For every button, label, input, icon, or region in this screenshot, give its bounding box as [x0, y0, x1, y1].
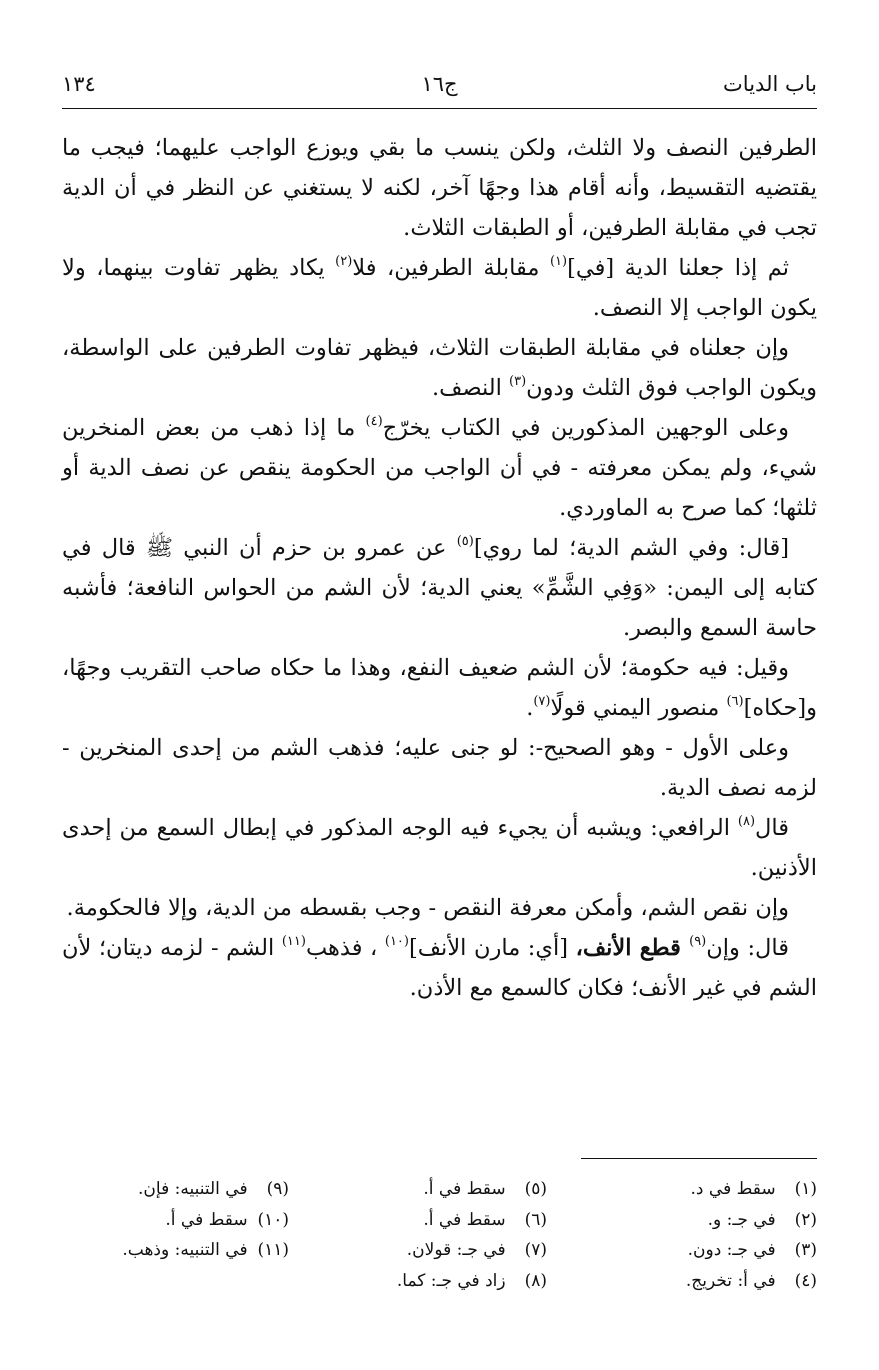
footnote-text: في جـ: و. — [707, 1209, 776, 1230]
footnote-number: (١٠) — [257, 1209, 289, 1230]
text-run: يكاد يظهر تفاوت بينهما، ولا يكون الواجب إلا النصف. — [62, 255, 817, 321]
footnote-text: سقط في أ. — [423, 1209, 506, 1230]
footnote-column — [577, 1174, 817, 1296]
footnote-ref: (٢) — [335, 254, 353, 269]
footnote-text: سقط في أ. — [423, 1179, 506, 1199]
header-rule — [62, 108, 817, 109]
main-text — [62, 128, 817, 1008]
footnote-column — [59, 1174, 289, 1266]
footnote-ref: (٨) — [737, 814, 756, 829]
footnote-rule — [581, 1158, 817, 1159]
paragraph-text: الطرفين النصف ولا الثلث، ولكن ينسب ما بقي ويوزع الواجب عليهما؛ فيجب ما يقتضيه التقسيط، وأنه أقام هذا وجهًا آخر، لكنه لا يستغني عن النظر في أن الدية تجب في مقابلة الطرفين، أو الطبقات الثلاث. — [62, 135, 817, 241]
text-run: الرافعي: ويشبه أن يجيء فيه الوجه المذكور في إبطال السمع من إحدى الأذنين. — [62, 815, 817, 881]
footnote — [59, 1174, 289, 1205]
footnote-number: (١١) — [257, 1240, 289, 1260]
paragraph — [62, 928, 817, 1008]
footnote-number: (٤) — [794, 1270, 817, 1291]
footnote-number: (٦) — [524, 1209, 547, 1230]
footnote-number: (٥) — [524, 1179, 547, 1199]
footnote-ref: (١٠) — [384, 934, 409, 949]
footnote-column — [317, 1174, 547, 1296]
footnote — [317, 1266, 547, 1297]
paragraph — [62, 328, 817, 408]
footnote-ref: (٦) — [726, 694, 744, 709]
footnote — [59, 1235, 289, 1266]
text-run: ثم إذا جعلنا الدية [في] — [567, 255, 789, 281]
paragraph — [62, 408, 817, 528]
text-run: منصور اليمني قولًا — [550, 695, 727, 721]
footnote — [577, 1205, 817, 1236]
text-run: ما إذا ذهب من بعض المنخرين شيء، ولم يمكن معرفته - في أن الواجب من الحكومة ينقص عن نصف الدية أو ثلثها؛ كما صرح به الماوردي. — [62, 415, 817, 521]
text-run: . — [526, 695, 534, 721]
bold-phrase: قطع الأنف، — [575, 935, 690, 961]
text-run: الشم - لزمه ديتان؛ لأن الشم في غير الأنف؛ فكان كالسمع مع الأذن. — [62, 935, 817, 1001]
footnote — [317, 1174, 547, 1205]
paragraph — [62, 248, 817, 328]
footnote — [317, 1235, 547, 1266]
footnote-ref: (٥) — [456, 534, 474, 549]
paragraph — [62, 888, 817, 928]
footnote-ref: (٧) — [533, 694, 551, 709]
footnote-text: في التنبيه: وذهب. — [122, 1240, 248, 1260]
text-run: ، فذهب — [305, 935, 385, 961]
text-run: وقيل: فيه حكومة؛ لأن الشم ضعيف النفع، وهذا ما حكاه صاحب التقريب وجهًا، و[حكاه] — [62, 655, 817, 721]
page-number: ١٣٤ — [62, 72, 96, 96]
footnote — [577, 1266, 817, 1297]
text-run: وعلى الوجهين المذكورين في الكتاب يخرّج — [382, 415, 789, 441]
footnote-ref: (٩) — [689, 934, 707, 949]
footnote-text: سقط في أ. — [165, 1209, 248, 1230]
footnote-number: (٧) — [524, 1240, 547, 1260]
paragraph — [62, 528, 817, 648]
paragraph — [62, 808, 817, 888]
footnote-text: زاد في جـ: كما. — [396, 1270, 506, 1291]
footnote-text: في التنبيه: فإن. — [138, 1179, 248, 1199]
footnote — [317, 1205, 547, 1236]
volume-label: ج١٦ — [421, 72, 458, 96]
footnote-text: سقط في د. — [690, 1179, 776, 1199]
footnote-number: (٨) — [524, 1270, 547, 1291]
paragraph-text: وعلى الأول - وهو الصحيح-: لو جنى عليه؛ فذهب الشم من إحدى المنخرين - لزمه نصف الدية. — [62, 735, 817, 801]
footnote-text: في جـ: دون. — [687, 1240, 776, 1260]
footnote-ref: (٤) — [365, 414, 383, 429]
footnote-ref: (١) — [549, 254, 568, 269]
text-run: مقابلة الطرفين، فلا — [352, 255, 550, 281]
chapter-title: باب الديات — [723, 72, 817, 96]
text-run: قال — [755, 815, 789, 841]
text-run: [أي: مارن الأنف] — [408, 935, 576, 961]
footnote-number: (٩) — [266, 1179, 289, 1199]
footnote-ref: (٣) — [509, 374, 527, 389]
text-run: [قال: وفي الشم الدية؛ لما روي] — [473, 535, 789, 561]
paragraph — [62, 648, 817, 728]
footnote — [59, 1205, 289, 1236]
text-run: النصف. — [432, 375, 510, 401]
text-run: وإن جعلناه في مقابلة الطبقات الثلاث، فيظهر تفاوت الطرفين على الواسطة، ويكون الواجب فوق الثلث ودون — [62, 335, 817, 401]
footnote — [577, 1235, 817, 1266]
page-header — [62, 72, 817, 106]
footnote — [577, 1174, 817, 1205]
footnote-number: (٢) — [794, 1209, 817, 1230]
footnote-text: في أ: تخريج. — [685, 1270, 776, 1291]
paragraph-text: وإن نقص الشم، وأمكن معرفة النقص - وجب بقسطه من الدية، وإلا فالحكومة. — [66, 895, 789, 921]
paragraph — [62, 728, 817, 808]
footnote-number: (١) — [794, 1179, 817, 1199]
footnote-number: (٣) — [794, 1240, 817, 1260]
footnote-ref: (١١) — [281, 934, 306, 949]
footnote-text: في جـ: قولان. — [406, 1240, 506, 1260]
paragraph — [62, 128, 817, 248]
text-run: عن عمرو بن حزم أن النبي ﷺ قال في كتابه إلى اليمن: «وَفِي الشَّمِّ» يعني الدية؛ لأن الشم من الحواس النافعة؛ فأشبه حاسة السمع والبصر. — [62, 535, 817, 641]
text-run: قال: وإن — [706, 935, 789, 961]
